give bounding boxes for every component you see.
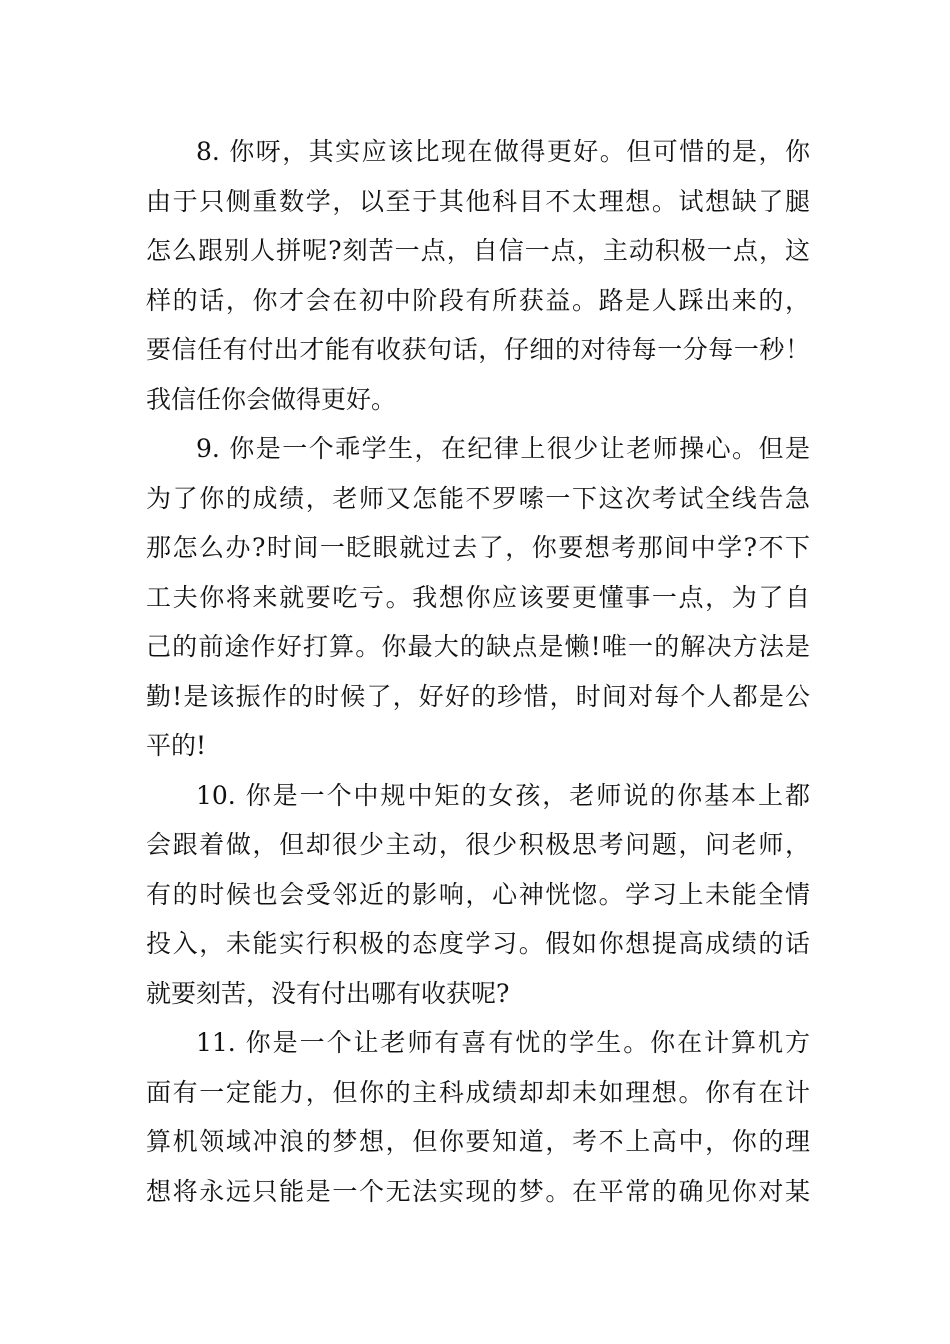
text-line: 我信任你会做得更好。	[146, 384, 397, 414]
text-line: 勤!是该振作的时候了，好好的珍惜，时间对每个人都是公	[146, 681, 810, 711]
text-line: 面有一定能力，但你的主科成绩却却未如理想。你有在计	[146, 1077, 810, 1107]
text-line: 工夫你将来就要吃亏。我想你应该要更懂事一点，为了自	[146, 582, 810, 612]
text-line: 有的时候也会受邻近的影响，心神恍惚。学习上未能全情	[146, 879, 810, 909]
paragraph-10	[146, 771, 810, 1019]
text-line: 样的话，你才会在初中阶段有所获益。路是人踩出来的，	[146, 285, 810, 315]
text-line: 由于只侧重数学，以至于其他科目不太理想。试想缺了腿	[146, 186, 810, 216]
paragraph-11	[146, 1018, 810, 1216]
text-line: 怎么跟别人拼呢?刻苦一点，自信一点，主动积极一点，这	[146, 236, 810, 265]
text-line: 11. 你是一个让老师有喜有忧的学生。你在计算机方	[196, 1028, 810, 1057]
text-line: 就要刻苦，没有付出哪有收获呢?	[146, 978, 510, 1008]
text-line: 为了你的成绩，老师又怎能不罗嗦一下这次考试全线告急	[146, 483, 810, 513]
paragraph-9	[146, 424, 810, 771]
text-line: 8. 你呀，其实应该比现在做得更好。但可惜的是，你	[196, 137, 810, 166]
text-line: 会跟着做，但却很少主动，很少积极思考问题，问老师，	[146, 830, 810, 859]
text-line: 想将永远只能是一个无法实现的梦。在平常的确见你对某	[146, 1176, 810, 1206]
text-line: 平的!	[146, 731, 207, 760]
text-line: 投入，未能实行积极的态度学习。假如你想提高成绩的话	[146, 929, 810, 958]
document-body	[146, 127, 810, 1216]
paragraph-8	[146, 127, 810, 424]
text-line: 要信任有付出才能有收获句话，仔细的对待每一分每一秒！	[146, 335, 810, 364]
text-line: 9. 你是一个乖学生，在纪律上很少让老师操心。但是	[196, 434, 810, 463]
text-line: 己的前途作好打算。你最大的缺点是懒!唯一的解决方法是	[146, 632, 810, 661]
text-line: 10. 你是一个中规中矩的女孩，老师说的你基本上都	[196, 780, 810, 810]
text-line: 那怎么办?时间一眨眼就过去了，你要想考那间中学?不下	[146, 533, 810, 562]
text-line: 算机领域冲浪的梦想，但你要知道，考不上高中，你的理	[146, 1127, 810, 1156]
